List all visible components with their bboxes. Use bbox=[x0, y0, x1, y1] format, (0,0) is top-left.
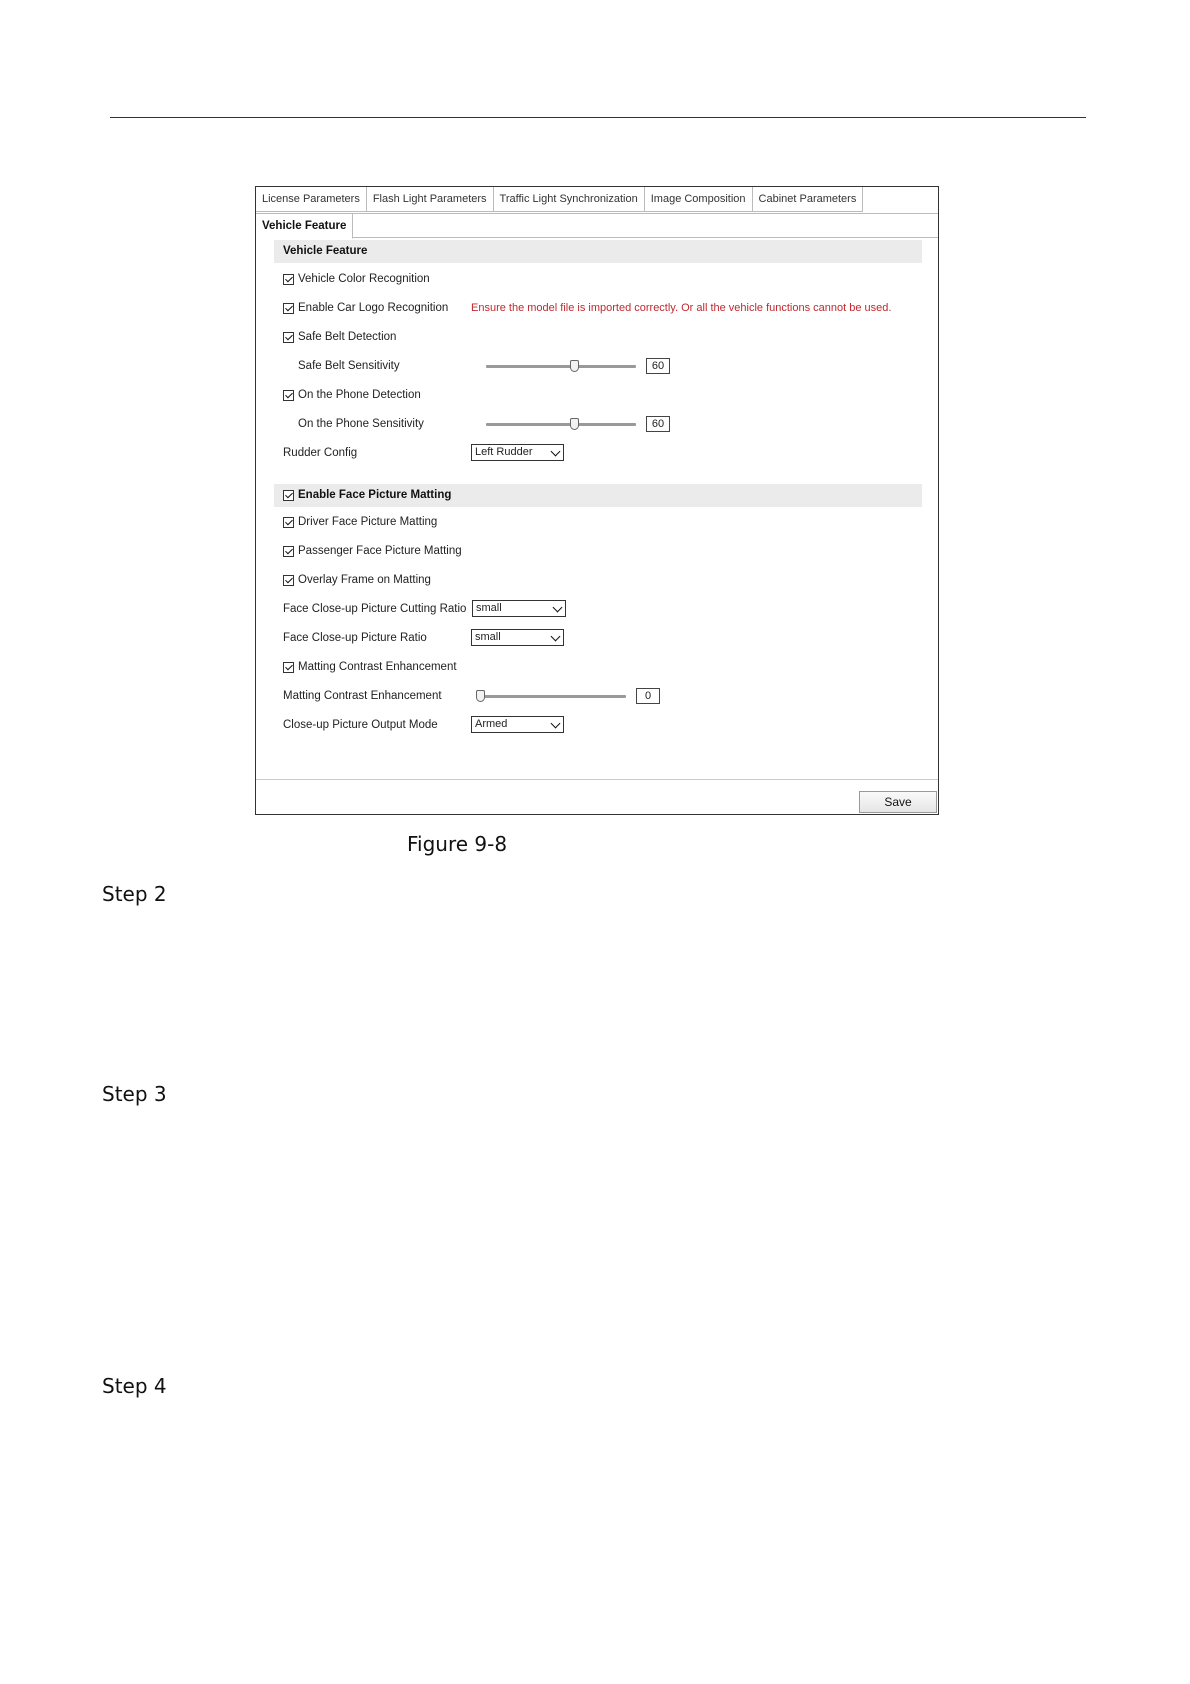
footer-divider bbox=[256, 779, 938, 780]
phone-sensitivity-value[interactable]: 60 bbox=[646, 416, 670, 432]
contrast-enhancement-checkbox-label: Matting Contrast Enhancement bbox=[298, 661, 457, 673]
safe-belt-sensitivity-value[interactable]: 60 bbox=[646, 358, 670, 374]
overlay-frame-checkbox[interactable] bbox=[283, 575, 294, 586]
safe-belt-sensitivity-slider[interactable] bbox=[486, 358, 636, 374]
step-3-heading: Step 3 bbox=[102, 1082, 167, 1106]
output-mode-value: Armed bbox=[475, 718, 508, 730]
contrast-enhancement-slider[interactable] bbox=[476, 688, 626, 704]
cutting-ratio-label: Face Close-up Picture Cutting Ratio bbox=[283, 603, 467, 615]
cutting-ratio-select[interactable] bbox=[472, 600, 566, 617]
safe-belt-checkbox[interactable] bbox=[283, 332, 294, 343]
contrast-enhancement-label: Matting Contrast Enhancement bbox=[283, 690, 442, 702]
picture-ratio-select[interactable] bbox=[471, 629, 564, 646]
page-header-rule bbox=[110, 117, 1086, 118]
phone-detection-checkbox[interactable] bbox=[283, 390, 294, 401]
picture-ratio-value: small bbox=[475, 631, 501, 643]
chevron-down-icon bbox=[551, 632, 561, 642]
vehicle-color-row[interactable] bbox=[283, 271, 430, 287]
phone-sensitivity-slider[interactable] bbox=[486, 416, 636, 432]
tab-vehicle-feature[interactable]: Vehicle Feature bbox=[256, 213, 353, 239]
tab-image-composition[interactable]: Image Composition bbox=[645, 187, 753, 212]
tab-cabinet-parameters[interactable]: Cabinet Parameters bbox=[753, 187, 864, 212]
phone-sensitivity-label: On the Phone Sensitivity bbox=[298, 418, 424, 430]
passenger-matting-checkbox[interactable] bbox=[283, 546, 294, 557]
rudder-config-value: Left Rudder bbox=[475, 446, 533, 458]
rudder-config-label: Rudder Config bbox=[283, 447, 358, 459]
vehicle-feature-panel bbox=[255, 186, 939, 815]
chevron-down-icon bbox=[551, 447, 561, 457]
passenger-matting-label: Passenger Face Picture Matting bbox=[298, 545, 462, 557]
tab-flash-light-parameters[interactable]: Flash Light Parameters bbox=[367, 187, 494, 212]
step-2-heading: Step 2 bbox=[102, 882, 167, 906]
tab-license-parameters[interactable]: License Parameters bbox=[256, 187, 367, 212]
car-logo-label: Enable Car Logo Recognition bbox=[298, 302, 449, 314]
car-logo-row[interactable] bbox=[283, 300, 448, 316]
section-title: Enable Face Picture Matting bbox=[298, 489, 452, 501]
chevron-down-icon bbox=[553, 603, 563, 613]
vehicle-color-checkbox[interactable] bbox=[283, 274, 294, 285]
tab-bar-second-row bbox=[256, 213, 938, 238]
output-mode-select[interactable] bbox=[471, 716, 564, 733]
overlay-frame-row[interactable] bbox=[283, 572, 431, 588]
figure-caption: Figure 9-8 bbox=[407, 832, 508, 856]
car-logo-checkbox[interactable] bbox=[283, 303, 294, 314]
safe-belt-row[interactable] bbox=[283, 329, 396, 345]
contrast-enhancement-value[interactable]: 0 bbox=[636, 688, 660, 704]
output-mode-label: Close-up Picture Output Mode bbox=[283, 719, 438, 731]
slider-track bbox=[486, 423, 636, 426]
overlay-frame-label: Overlay Frame on Matting bbox=[298, 574, 431, 586]
driver-matting-label: Driver Face Picture Matting bbox=[298, 516, 438, 528]
slider-track bbox=[486, 365, 636, 368]
face-matting-checkbox[interactable] bbox=[283, 490, 294, 501]
section-vehicle-feature bbox=[274, 240, 922, 263]
phone-detection-row[interactable] bbox=[283, 387, 421, 403]
rudder-config-select[interactable] bbox=[471, 444, 564, 461]
section-face-picture-matting[interactable] bbox=[274, 484, 922, 507]
save-button[interactable]: Save bbox=[859, 791, 937, 813]
slider-track bbox=[476, 695, 626, 698]
tab-traffic-light-synchronization[interactable]: Traffic Light Synchronization bbox=[494, 187, 645, 212]
contrast-enhancement-checkbox[interactable] bbox=[283, 662, 294, 673]
vehicle-color-label: Vehicle Color Recognition bbox=[298, 273, 430, 285]
section-title: Vehicle Feature bbox=[283, 245, 368, 257]
chevron-down-icon bbox=[551, 719, 561, 729]
cutting-ratio-value: small bbox=[476, 602, 502, 614]
model-file-warning: Ensure the model file is imported correctly. Or all the vehicle functions cannot be used. bbox=[471, 302, 892, 314]
safe-belt-sensitivity-label: Safe Belt Sensitivity bbox=[298, 360, 400, 372]
slider-thumb[interactable] bbox=[570, 360, 579, 372]
driver-matting-checkbox[interactable] bbox=[283, 517, 294, 528]
safe-belt-label: Safe Belt Detection bbox=[298, 331, 397, 343]
slider-thumb[interactable] bbox=[476, 690, 485, 702]
driver-matting-row[interactable] bbox=[283, 514, 437, 530]
slider-thumb[interactable] bbox=[570, 418, 579, 430]
step-4-heading: Step 4 bbox=[102, 1374, 167, 1398]
tab-bar bbox=[256, 187, 863, 213]
passenger-matting-row[interactable] bbox=[283, 543, 462, 559]
contrast-enhancement-row[interactable] bbox=[283, 659, 457, 675]
phone-detection-label: On the Phone Detection bbox=[298, 389, 421, 401]
picture-ratio-label: Face Close-up Picture Ratio bbox=[283, 632, 427, 644]
